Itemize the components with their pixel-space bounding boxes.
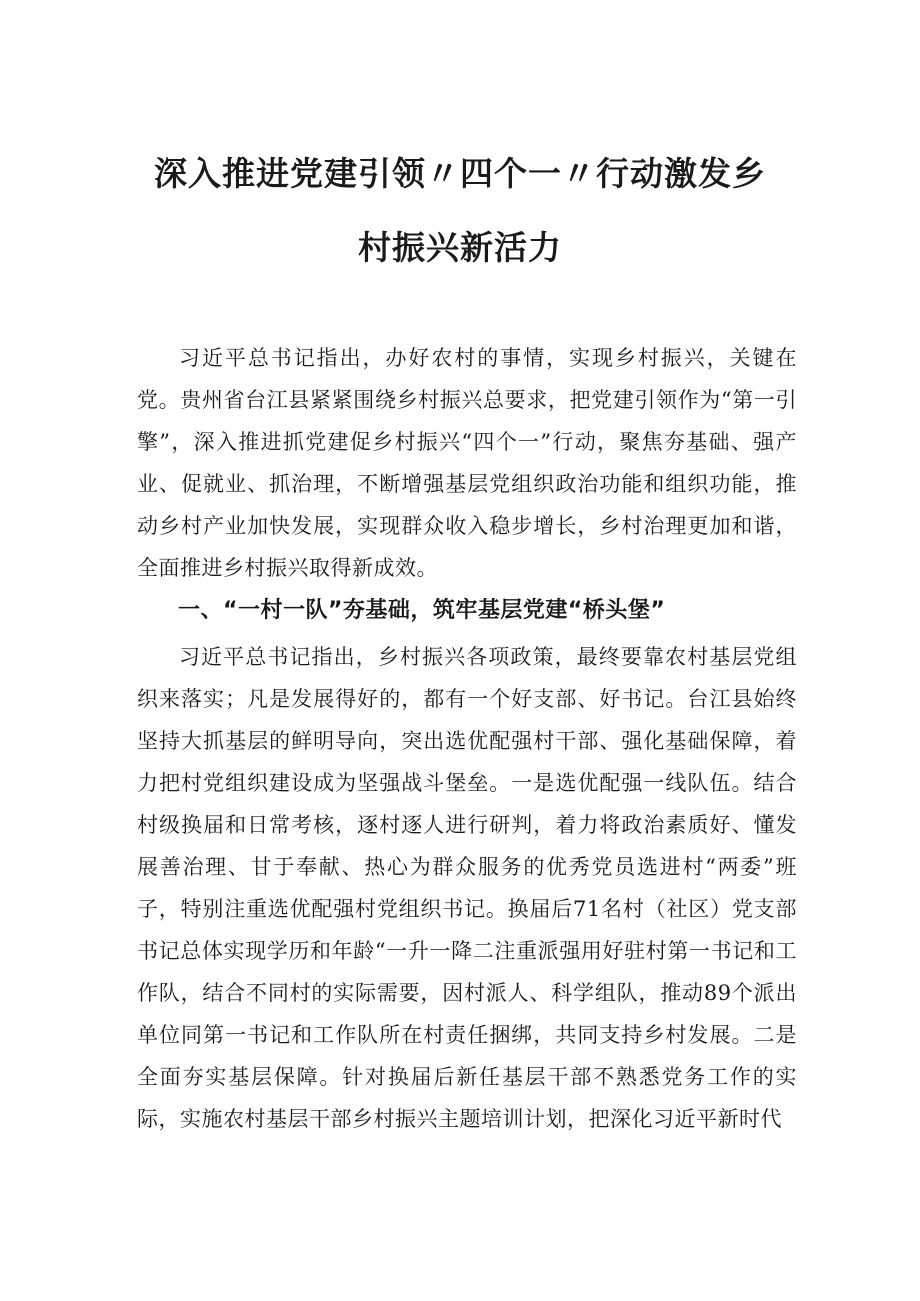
document-title-line-1: 深入推进党建引领〃四个一〃行动激发乡: [154, 154, 766, 193]
body-paragraph-2: 习近平总书记指出，乡村振兴各项政策，最终要靠农村基层党组织来落实；凡是发展得好的，都有一个好支部、好书记。台江县始终坚持大抓基层的鲜明导向，突出选优配强村干部、强化基础保障，着力把村党组织建设成为坚强战斗堡垒。一是选优配强一线队伍。结合村级换届和日常考核，逐村逐人进行研判，着力将政治素质好、懂发展善治理、甘于奉献、热心为群众服务的优秀党员选进村“两委”班子，特别注重选优配强村党组织书记。换届后71名村（社区）党支部书记总体实现学历和年龄“一升一降二注重派强用好驻村第一书记和工作队，结合不同村的实际需要，因村派人、科学组队，推动89个派出单位同第一书记和工作队所在村责任捆绑，共同支持乡村发展。二是全面夯实基层保障。针对换届后新任基层干部不熟悉党务工作的实际，实施农村基层干部乡村振兴主题培训计划，把深化习近平新时代: [137, 645, 797, 1131]
section-1-heading: 一、“一村一队”夯基础，筑牢基层党建“桥头堡”: [178, 598, 666, 623]
document-title-line-2: 村振兴新活力: [358, 228, 562, 267]
body-paragraph-1: 习近平总书记指出，办好农村的事情，实现乡村振兴，关键在党。贵州省台江县紧紧围绕乡村振兴总要求，把党建引领作为“第一引擎”，深入推进抓党建促乡村振兴“四个一”行动，聚焦夯基础、强产业、促就业、抓治理，不断增强基层党组织政治功能和组织功能，推动乡村产业加快发展，实现群众收入稳步增长，乡村治理更加和谐，全面推进乡村振兴取得新成效。: [137, 346, 797, 580]
